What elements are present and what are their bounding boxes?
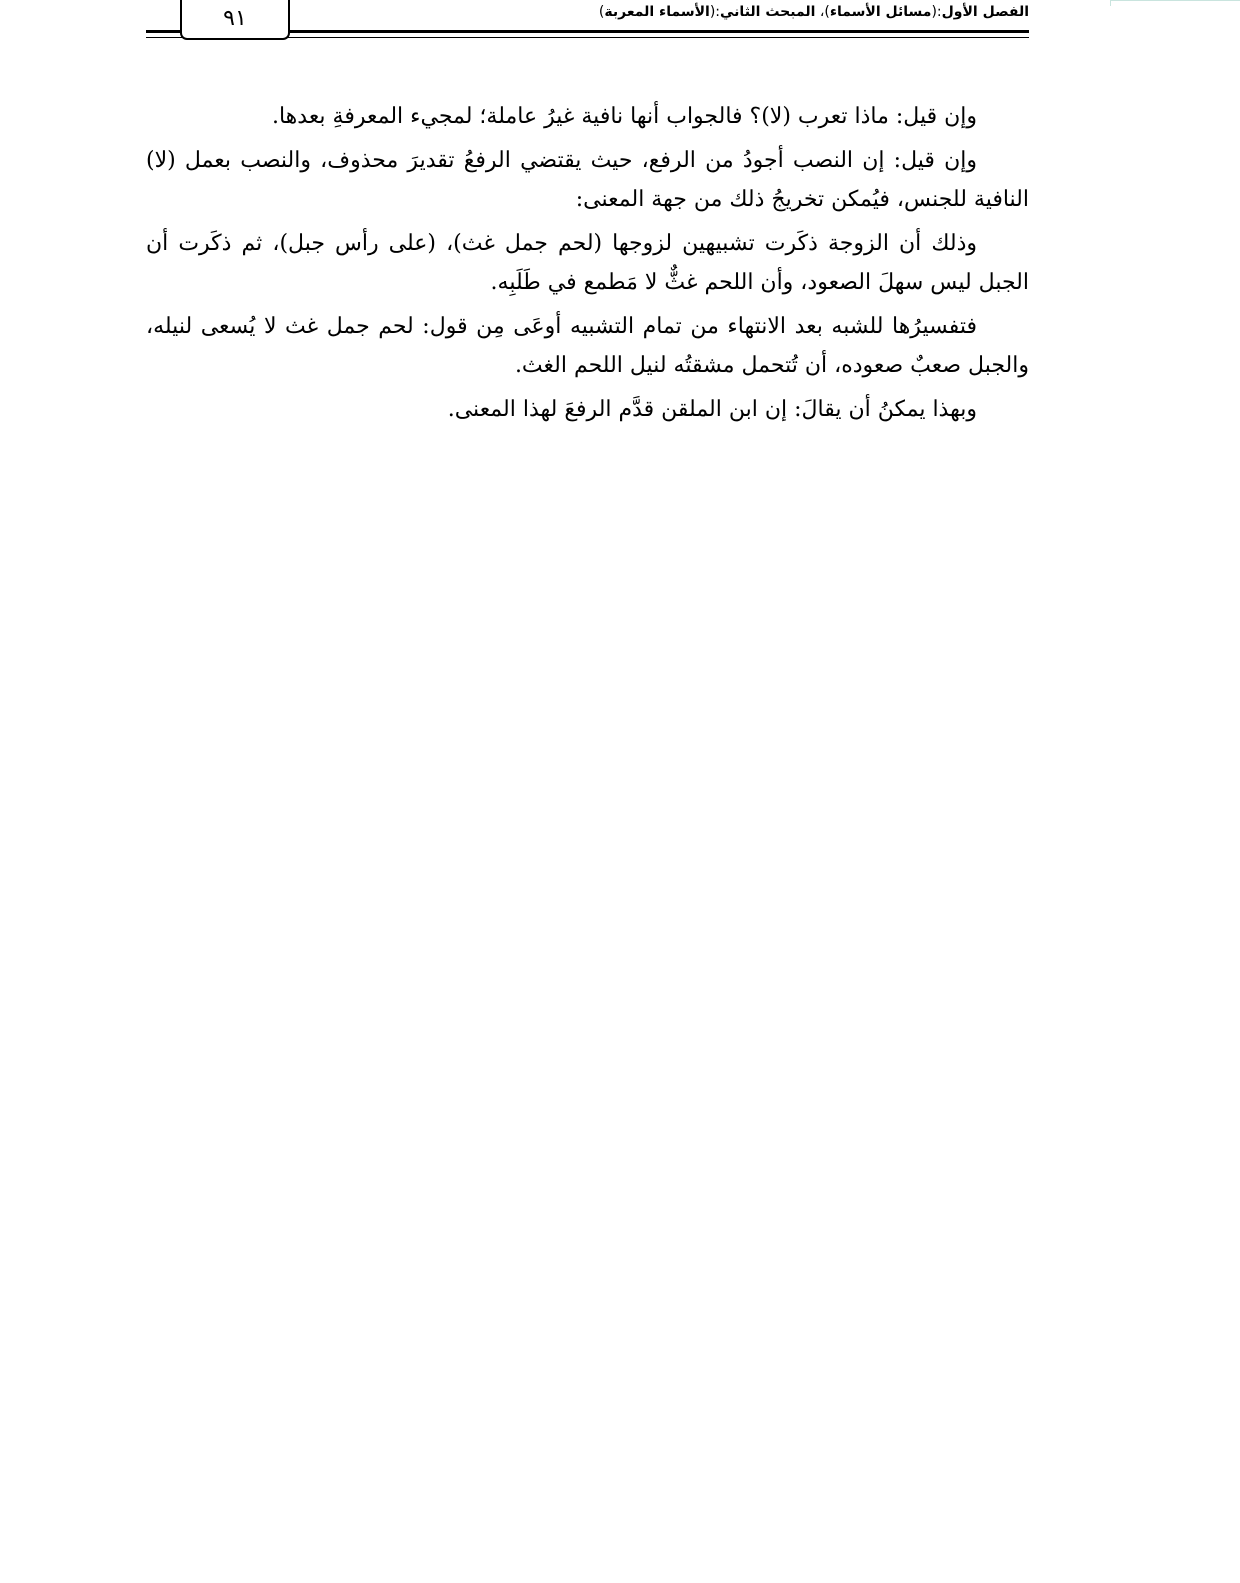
running-head-colon: :: [936, 4, 942, 20]
running-head-topic: مسائل الأسماء: [829, 4, 932, 20]
page-number: ٩١: [223, 6, 247, 31]
running-head-sub-open-paren: (: [709, 4, 716, 20]
running-head: [599, 2, 1029, 22]
running-head-separator: ،: [815, 4, 825, 20]
page-number-box: [180, 0, 290, 40]
paragraph: وبهذا يمكنُ أن يقالَ: إن ابن الملقن قدَّم الرفعَ لهذا المعنى.: [447, 397, 977, 422]
running-head-chapter: الفصل الأول: [941, 4, 1029, 20]
running-head-sub-colon: :: [715, 4, 721, 20]
paragraph: وإن قيل: ماذا تعرب (لا)؟ فالجواب أنها نافية غيرُ عاملة؛ لمجيء المعرفةِ بعدها.: [271, 104, 977, 129]
running-head-subtopic: الأسماء المعربة: [604, 4, 710, 20]
page-corner-mark: [1110, 0, 1240, 6]
paragraph: فتفسيرُها للشبه بعد الانتهاء من تمام التشبيه أوعَى مِن قول: لحم جمل غث لا يُسعى لنيله، والجبل صعبٌ صعوده، أن تُتحمل مشقتُه لنيل اللحم الغث.: [146, 314, 1029, 378]
body-text: [146, 97, 1029, 434]
paragraph: وإن قيل: إن النصب أجودُ من الرفع، حيث يقتضي الرفعُ تقديرَ محذوف، والنصب بعمل (لا) النافية للجنس، فيُمكن تخريجُ ذلك من جهة المعنى:: [146, 148, 1029, 212]
page-header: [146, 0, 1029, 42]
running-head-close-paren: ): [824, 4, 830, 20]
running-head-sub-close-paren: ): [598, 4, 605, 20]
running-head-open-paren: (: [931, 4, 937, 20]
paragraph: وذلك أن الزوجة ذكَرت تشبيهين لزوجها (لحم جمل غث)، (على رأس جبل)، ثم ذكَرت أن الجبل ليس سهلَ الصعود، وأن اللحم غثٌّ لا مَطمع في طَلَبِه.: [146, 231, 1029, 295]
running-head-section: المبحث الثاني: [720, 4, 816, 20]
